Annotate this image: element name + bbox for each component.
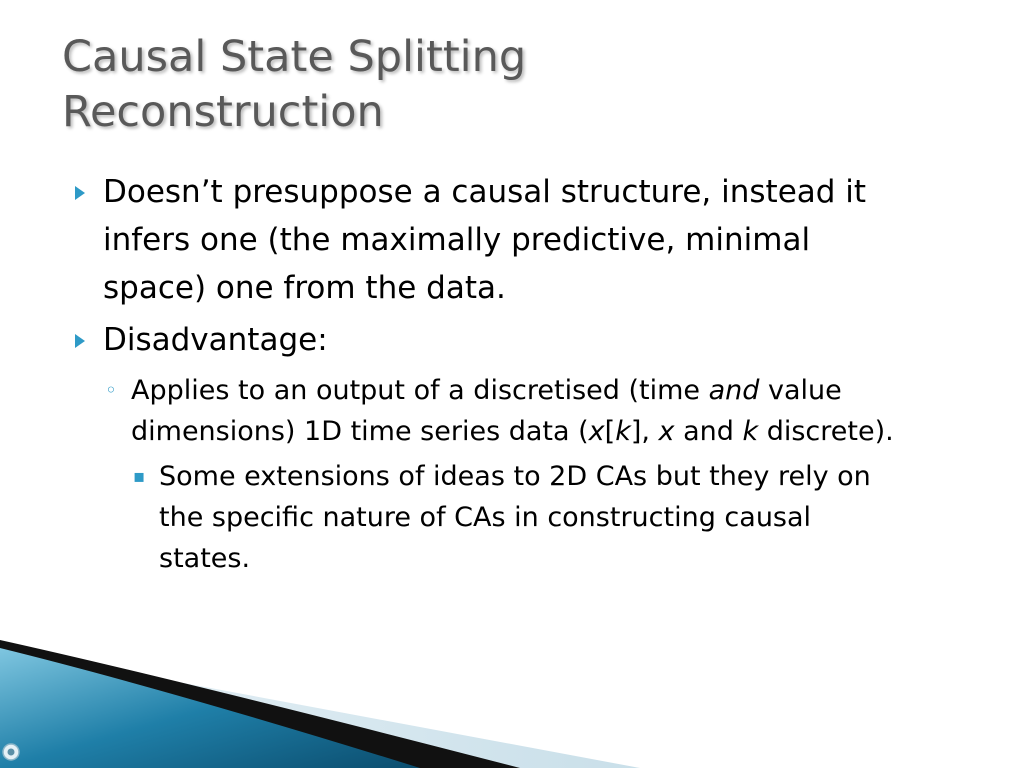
text-run: Applies to an output of a discretised (time — [131, 375, 709, 406]
sub-sub-bullet-item-1-text: Some extensions of ideas to 2D CAs but they rely on the specific nature of CAs in constructing causal states. — [159, 461, 871, 574]
italic-run: k — [742, 416, 759, 447]
sound-icon-center — [8, 749, 15, 756]
slide-title — [62, 30, 942, 140]
title-line-1: Causal State Splitting — [62, 32, 527, 82]
italic-run: k — [615, 416, 631, 447]
text-run: and — [674, 416, 743, 447]
bullet-item-1 — [75, 168, 905, 312]
italic-run: x — [658, 416, 675, 447]
hollow-circle-bullet-icon: ◦ — [105, 378, 117, 402]
sub-bullet-item-1 — [103, 370, 905, 452]
slide-body — [75, 168, 905, 579]
text-run: value dimensions) 1D time series data ( — [131, 375, 842, 447]
title-line-2: Reconstruction — [62, 87, 384, 137]
italic-run: x — [588, 416, 605, 447]
bullet-item-1-text: Doesn’t presuppose a causal structure, instead it infers one (the maximally predictive, minimal space) one from the data. — [103, 174, 867, 306]
corner-decoration — [0, 600, 1024, 768]
sub-bullet-item-1-text — [131, 375, 894, 447]
bullet-item-2 — [75, 316, 905, 364]
text-run: [ — [604, 416, 616, 447]
blue-swoosh — [0, 648, 420, 768]
text-run: discrete). — [758, 416, 894, 447]
small-square-bullet-icon: ▪ — [133, 466, 146, 487]
triangle-bullet-icon — [75, 334, 85, 348]
sub-sub-bullet-item-1 — [131, 456, 905, 579]
triangle-bullet-icon — [75, 186, 85, 200]
text-run: ], — [630, 416, 659, 447]
italic-run: and — [708, 375, 760, 406]
bullet-item-2-text: Disadvantage: — [103, 322, 328, 358]
